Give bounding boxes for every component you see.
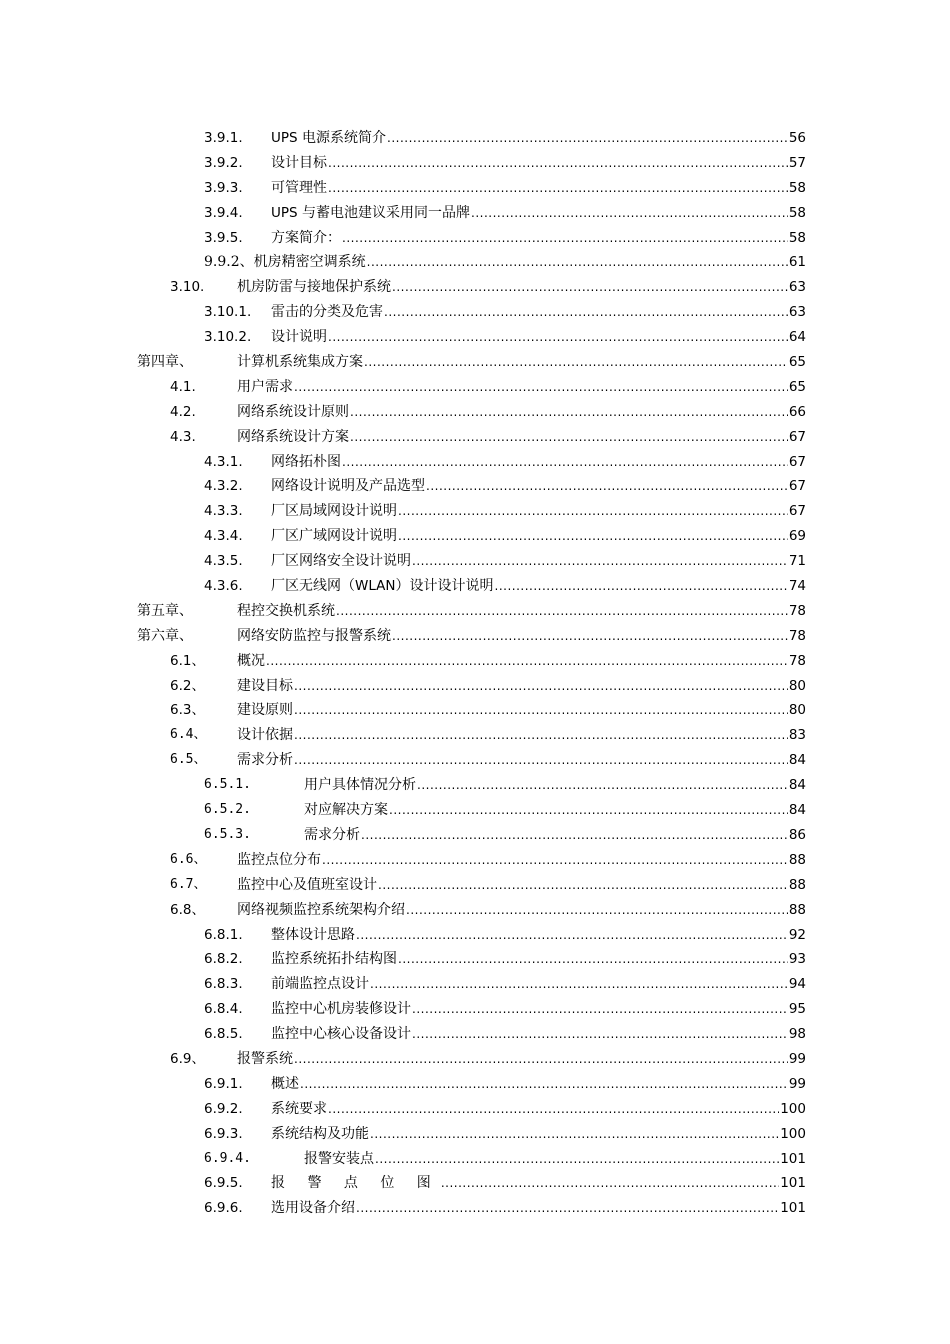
toc-entry-page-number: 100 [780,1125,806,1142]
toc-entry-page-number: 78 [788,627,806,644]
toc-entry[interactable] [0,524,950,549]
toc-entry-title: 可管理性 [271,179,327,196]
dot-leader [364,350,788,375]
dot-leader [294,698,788,723]
toc-entry-page-number: 99 [788,1075,806,1092]
toc-entry-number: 6.9.2. [204,1100,243,1117]
toc-entry-page-number: 61 [788,254,806,271]
toc-entry-page-number: 67 [788,428,806,445]
toc-entry-title: 整体设计思路 [271,926,355,943]
toc-entry[interactable] [0,1047,950,1072]
dot-leader [350,425,788,450]
toc-entry-number: 6.8、 [170,901,205,918]
toc-entry-number: 4.3.3. [204,503,243,520]
toc-entry-number: 4.3.6. [204,578,243,595]
toc-entry-title: 用户需求 [237,378,293,395]
table-of-contents [0,126,950,1221]
toc-entry[interactable] [0,400,950,425]
toc-entry[interactable] [0,300,950,325]
dot-leader [342,226,788,251]
toc-entry-title: 厂区无线网（WLAN）设计设计说明 [271,578,494,595]
toc-entry-title: 网络拓朴图 [271,453,341,470]
toc-entry-number: 3.9.1. [204,130,243,146]
toc-entry-page-number: 84 [788,777,806,794]
toc-entry-number: 6.7、 [170,876,207,892]
toc-entry-title: 厂区广域网设计说明 [271,528,397,545]
toc-entry-number: 4.3.2. [204,478,243,495]
dot-leader [300,1072,788,1097]
toc-entry-title: 网络系统设计方案 [237,428,349,445]
toc-entry-title: 设计目标 [271,154,327,171]
dot-leader [350,400,788,425]
dot-leader [367,250,788,275]
toc-entry-number: 3.9.5. [204,229,243,246]
toc-entry[interactable] [0,1022,950,1047]
toc-entry-page-number: 67 [788,478,806,495]
toc-entry[interactable] [0,450,950,475]
toc-entry-title: 网络安防监控与报警系统 [237,627,391,644]
toc-entry-title: 前端监控点设计 [271,976,369,993]
dot-leader [392,275,788,300]
toc-entry-page-number: 58 [788,229,806,246]
toc-entry-title: 概况 [237,652,265,669]
toc-entry-number: 6.8.5. [204,1026,243,1043]
toc-entry-page-number: 88 [788,901,806,918]
dot-leader [342,450,788,475]
toc-entry-title: 报警系统 [237,1050,293,1067]
toc-entry-number: 6.5、 [170,752,207,768]
toc-entry-title: 监控中心核心设备设计 [271,1026,411,1043]
dot-leader [412,997,788,1022]
toc-entry-title: 建设原则 [237,702,293,719]
toc-entry-page-number: 74 [788,578,806,595]
toc-entry-page-number: 69 [788,528,806,545]
toc-entry[interactable] [0,151,950,176]
toc-entry-number: 4.3.1. [204,453,243,470]
toc-entry-title: 厂区网络安全设计说明 [271,553,411,570]
toc-entry-number: 4.3.5. [204,553,243,570]
toc-entry-page-number: 98 [788,1026,806,1043]
toc-entry-title: 需求分析 [237,752,293,769]
toc-entry-title: 报警安装点 [304,1150,374,1167]
toc-entry-title: 监控点位分布 [237,851,321,868]
toc-entry-page-number: 67 [788,453,806,470]
toc-entry-number: 3.9.2. [204,154,243,171]
toc-entry-number: 6.9.3. [204,1125,243,1142]
toc-entry-page-number: 58 [788,179,806,196]
toc-entry-number: 3.10.2. [204,329,252,346]
toc-entry[interactable] [0,599,950,624]
toc-entry-number: 6.9.4. [204,1150,251,1166]
dot-leader [375,1147,779,1172]
toc-entry-number: 4.1. [170,378,196,395]
toc-entry[interactable] [0,898,950,923]
toc-entry-number: 6.9.6. [204,1200,243,1217]
toc-entry-title: 程控交换机系统 [237,602,335,619]
toc-entry-page-number: 95 [788,1001,806,1018]
toc-entry-page-number: 64 [788,329,806,346]
toc-entry-number: 6.5.2. [204,802,251,818]
dot-leader [294,674,788,699]
dot-leader [361,823,788,848]
dot-leader [417,773,788,798]
dot-leader [322,848,788,873]
toc-entry-title: 对应解决方案 [304,802,388,819]
dot-leader [398,947,788,972]
dot-leader [294,375,788,400]
toc-entry-page-number: 66 [788,403,806,420]
toc-entry[interactable] [0,873,950,898]
toc-entry[interactable] [0,201,950,226]
toc-entry[interactable] [0,1122,950,1147]
dot-leader [406,898,788,923]
toc-entry-page-number: 88 [788,851,806,868]
dot-leader [328,151,788,176]
toc-entry-page-number: 86 [788,826,806,843]
toc-entry[interactable] [0,674,950,699]
toc-entry-title: 报 警 点 位 图 [271,1175,440,1192]
toc-entry-number: 3.9.4. [204,204,243,221]
dot-leader [495,574,788,599]
toc-entry-title: 系统要求 [271,1100,327,1117]
toc-entry-title: 计算机系统集成方案 [237,354,363,371]
toc-entry-title: 9.9.2、机房精密空调系统 [204,254,366,271]
toc-entry-number: 6.9、 [170,1050,205,1067]
dot-leader [384,300,788,325]
toc-entry-page-number: 101 [780,1175,806,1192]
toc-entry-number: 第六章、 [137,627,193,644]
toc-entry[interactable] [0,499,950,524]
toc-entry-number: 4.2. [170,403,196,420]
dot-leader [294,1047,788,1072]
toc-entry-page-number: 80 [788,677,806,694]
toc-entry-title: 方案简介： [271,229,341,246]
toc-entry-number: 6.9.5. [204,1175,243,1192]
toc-entry[interactable] [0,1072,950,1097]
toc-entry-page-number: 71 [788,553,806,570]
toc-entry[interactable] [0,748,950,773]
toc-entry-number: 6.6、 [170,851,207,867]
toc-entry-number: 3.10. [170,279,205,296]
dot-leader [389,798,788,823]
dot-leader [441,1171,779,1196]
toc-entry-page-number: 65 [788,354,806,371]
toc-entry-title: 选用设备介绍 [271,1200,355,1217]
toc-entry-title: 概述 [271,1075,299,1092]
toc-entry-number: 6.8.3. [204,976,243,993]
toc-entry[interactable] [0,275,950,300]
toc-entry[interactable] [0,126,950,151]
toc-entry-number: 6.8.4. [204,1001,243,1018]
toc-entry-title: 机房防雷与接地保护系统 [237,279,391,296]
toc-entry-title: 监控中心机房装修设计 [271,1001,411,1018]
toc-entry-number: 第五章、 [137,602,193,619]
dot-leader [356,923,788,948]
toc-entry[interactable] [0,624,950,649]
toc-entry-title: 雷击的分类及危害 [271,304,383,321]
toc-entry-page-number: 83 [788,727,806,744]
toc-entry[interactable] [0,773,950,798]
toc-entry-number: 第四章、 [137,354,193,371]
toc-entry-page-number: 101 [780,1200,806,1217]
toc-entry-title: 用户具体情况分析 [304,777,416,794]
dot-leader [398,499,788,524]
toc-entry-page-number: 88 [788,876,806,893]
toc-entry-title: UPS 与蓄电池建议采用同一品牌 [271,204,471,221]
toc-entry-page-number: 84 [788,752,806,769]
toc-entry-page-number: 78 [788,602,806,619]
toc-entry-number: 6.3、 [170,702,205,719]
toc-entry-page-number: 101 [780,1150,806,1167]
toc-entry-page-number: 67 [788,503,806,520]
dot-leader [370,972,788,997]
toc-entry-number: 6.5.1. [204,777,251,793]
toc-entry-number: 6.8.1. [204,926,243,943]
toc-entry-page-number: 56 [788,130,806,146]
toc-entry[interactable] [0,798,950,823]
toc-entry-page-number: 99 [788,1050,806,1067]
dot-leader [294,723,788,748]
dot-leader [294,748,788,773]
toc-entry[interactable] [0,649,950,674]
toc-entry-number: 6.1、 [170,652,205,669]
toc-entry[interactable] [0,226,950,251]
toc-entry-number: 4.3. [170,428,196,445]
toc-entry[interactable] [0,425,950,450]
toc-entry[interactable] [0,823,950,848]
toc-entry[interactable] [0,698,950,723]
toc-entry-page-number: 58 [788,204,806,221]
toc-entry-number: 4.3.4. [204,528,243,545]
toc-entry-title: 系统结构及功能 [271,1125,369,1142]
toc-entry-title: 需求分析 [304,826,360,843]
toc-entry-number: 3.10.1. [204,304,252,321]
toc-entry-number: 6.4、 [170,727,207,743]
toc-entry[interactable] [0,848,950,873]
toc-entry-page-number: 78 [788,652,806,669]
toc-entry[interactable] [0,474,950,499]
toc-entry[interactable] [0,972,950,997]
toc-entry[interactable] [0,947,950,972]
dot-leader [387,126,788,151]
toc-entry-page-number: 94 [788,976,806,993]
toc-entry-page-number: 92 [788,926,806,943]
toc-entry-page-number: 100 [780,1100,806,1117]
toc-entry-page-number: 57 [788,154,806,171]
toc-entry-number: 6.5.3. [204,826,251,842]
toc-entry[interactable] [0,375,950,400]
toc-entry-title: 建设目标 [237,677,293,694]
toc-entry[interactable] [0,723,950,748]
dot-leader [336,599,788,624]
toc-entry[interactable] [0,574,950,599]
dot-leader [378,873,788,898]
dot-leader [426,474,788,499]
toc-entry-title: 厂区局域网设计说明 [271,503,397,520]
toc-entry[interactable] [0,1147,950,1172]
toc-entry[interactable] [0,250,950,275]
toc-entry-title: 网络视频监控系统架构介绍 [237,901,405,918]
toc-entry-page-number: 65 [788,378,806,395]
toc-entry[interactable] [0,1196,950,1221]
dot-leader [412,549,788,574]
toc-entry-number: 3.9.3. [204,179,243,196]
toc-entry[interactable] [0,549,950,574]
toc-entry[interactable] [0,350,950,375]
toc-entry[interactable] [0,923,950,948]
dot-leader [328,1097,779,1122]
toc-entry[interactable] [0,997,950,1022]
dot-leader [471,201,788,226]
toc-entry-title: 监控系统拓扑结构图 [271,951,397,968]
toc-entry-title: 监控中心及值班室设计 [237,876,377,893]
toc-entry-title: 网络设计说明及产品选型 [271,478,425,495]
dot-leader [370,1122,779,1147]
dot-leader [266,649,788,674]
toc-entry-page-number: 63 [788,279,806,296]
toc-entry-page-number: 80 [788,702,806,719]
dot-leader [398,524,788,549]
toc-entry-page-number: 84 [788,802,806,819]
toc-entry-page-number: 63 [788,304,806,321]
toc-entry-title: UPS 电源系统简介 [271,130,387,146]
toc-entry-number: 6.2、 [170,677,205,694]
dot-leader [328,176,788,201]
toc-entry[interactable] [0,1097,950,1122]
dot-leader [356,1196,779,1221]
dot-leader [392,624,788,649]
toc-entry[interactable] [0,325,950,350]
toc-entry-title: 设计说明 [271,329,327,346]
toc-entry-page-number: 93 [788,951,806,968]
toc-entry-number: 6.8.2. [204,951,243,968]
toc-entry[interactable] [0,1171,950,1196]
dot-leader [412,1022,788,1047]
toc-entry-title: 网络系统设计原则 [237,403,349,420]
toc-entry[interactable] [0,176,950,201]
toc-entry-number: 6.9.1. [204,1075,243,1092]
toc-entry-title: 设计依据 [237,727,293,744]
dot-leader [328,325,788,350]
